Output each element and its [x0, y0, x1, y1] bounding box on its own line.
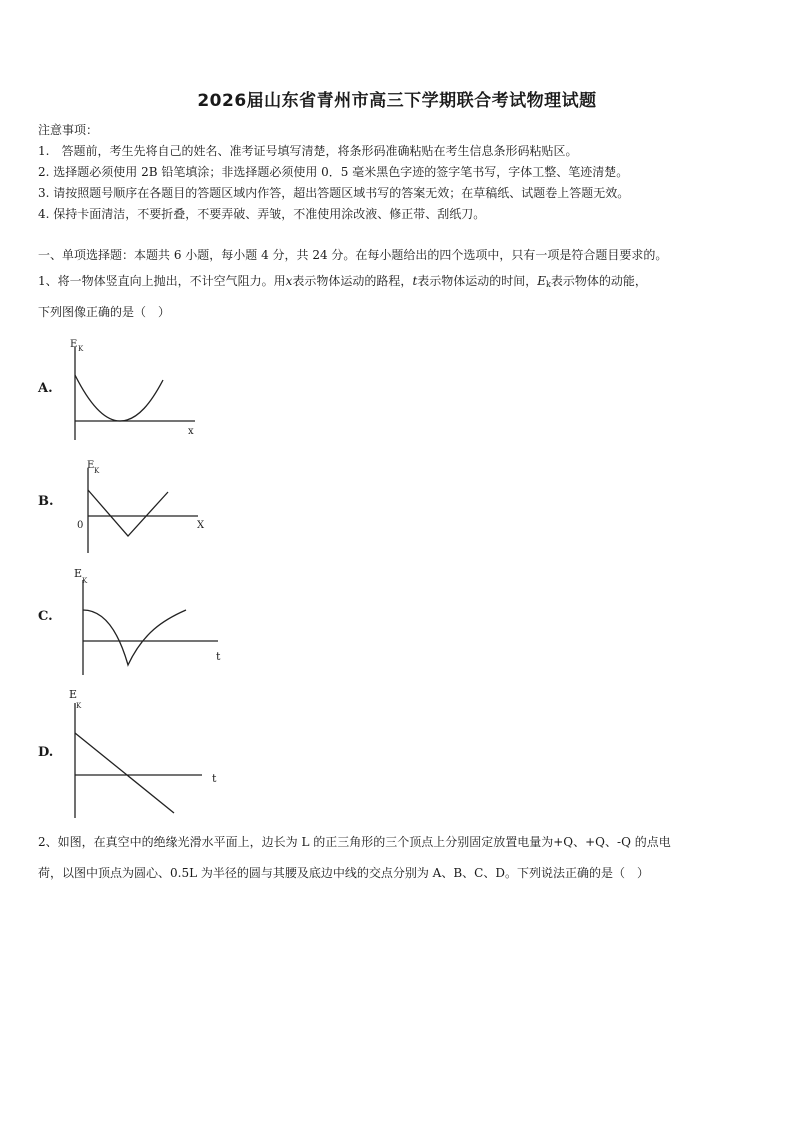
option-a-graph [60, 335, 210, 445]
option-a-y-sub: K [78, 345, 84, 353]
question-1-stem-line2: 下列图像正确的是（ ） [38, 305, 171, 319]
option-b-label: B. [38, 494, 54, 509]
option-d-y-sub: K [76, 702, 82, 710]
q1-text-c: 表示物体运动的时间， [417, 274, 538, 288]
notice-heading: 注意事项： [38, 123, 99, 137]
option-b-origin: 0 [77, 520, 84, 531]
option-a-y-label: E [70, 339, 78, 350]
option-b-x-label: X [197, 520, 205, 531]
option-c-x-label: t [216, 650, 221, 663]
q1-var-x: x [285, 274, 293, 288]
notice-item-3: 3. 请按照题号顺序在各题目的答题区域内作答，超出答题区域书写的答案无效；在草稿纸、试题卷上答题无效。 [38, 186, 630, 200]
option-b-y-sub: K [94, 467, 100, 475]
option-d-label: D. [38, 745, 54, 760]
option-c-label: C. [38, 609, 53, 624]
q1-text-d: 表示物体的动能， [550, 274, 647, 288]
option-d-graph [62, 685, 232, 820]
q1-var-E: E [537, 274, 547, 288]
notice-item-4: 4. 保持卡面清洁，不要折叠，不要弄破、弄皱，不准使用涂改液、修正带、刮纸刀。 [38, 207, 486, 221]
question-2-stem-line2: 荷，以图中顶点为圆心、0.5L 为半径的圆与其腰及底边中线的交点分别为 A、B、C、D。下列说法正确的是（ ） [38, 866, 649, 880]
q1-text-b: 表示物体运动的路程， [292, 274, 413, 288]
notice-item-1: 1. 答题前，考生先将自己的姓名、准考证号填写清楚，将条形码准确粘贴在考生信息条形码粘贴区。 [38, 144, 578, 158]
option-c-graph [68, 565, 238, 677]
option-b-graph [70, 458, 220, 558]
option-b-y-label: E [87, 460, 95, 471]
question-2-stem-line1: 2、如图，在真空中的绝缘光滑水平面上，边长为 L 的正三角形的三个顶点上分别固定放置电量为+Q、+Q、-Q 的点电 [38, 835, 671, 849]
option-d-x-label: t [212, 772, 217, 785]
question-1-stem [38, 272, 647, 289]
section-header: 一、单项选择题：本题共 6 小题，每小题 4 分，共 24 分。在每小题给出的四个选项中，只有一项是符合题目要求的。 [38, 248, 668, 262]
option-d-y-label: E [69, 688, 78, 701]
option-a-label: A. [38, 381, 53, 396]
option-a-x-label: x [188, 426, 194, 437]
option-c-y-label: E [74, 567, 83, 580]
q1-text-a: 1、将一物体竖直向上抛出，不计空气阻力。用 [38, 274, 286, 288]
notice-item-2: 2. 选择题必须使用 2B 铅笔填涂；非选择题必须使用 0．5 毫米黑色字迹的签字笔书写，字体工整、笔迹清楚。 [38, 165, 629, 179]
q1-var-k: k [546, 280, 551, 289]
page-title: 2026届山东省青州市高三下学期联合考试物理试题 [197, 91, 597, 111]
q1-var-t: t [412, 274, 418, 288]
option-c-y-sub: K [82, 577, 88, 585]
